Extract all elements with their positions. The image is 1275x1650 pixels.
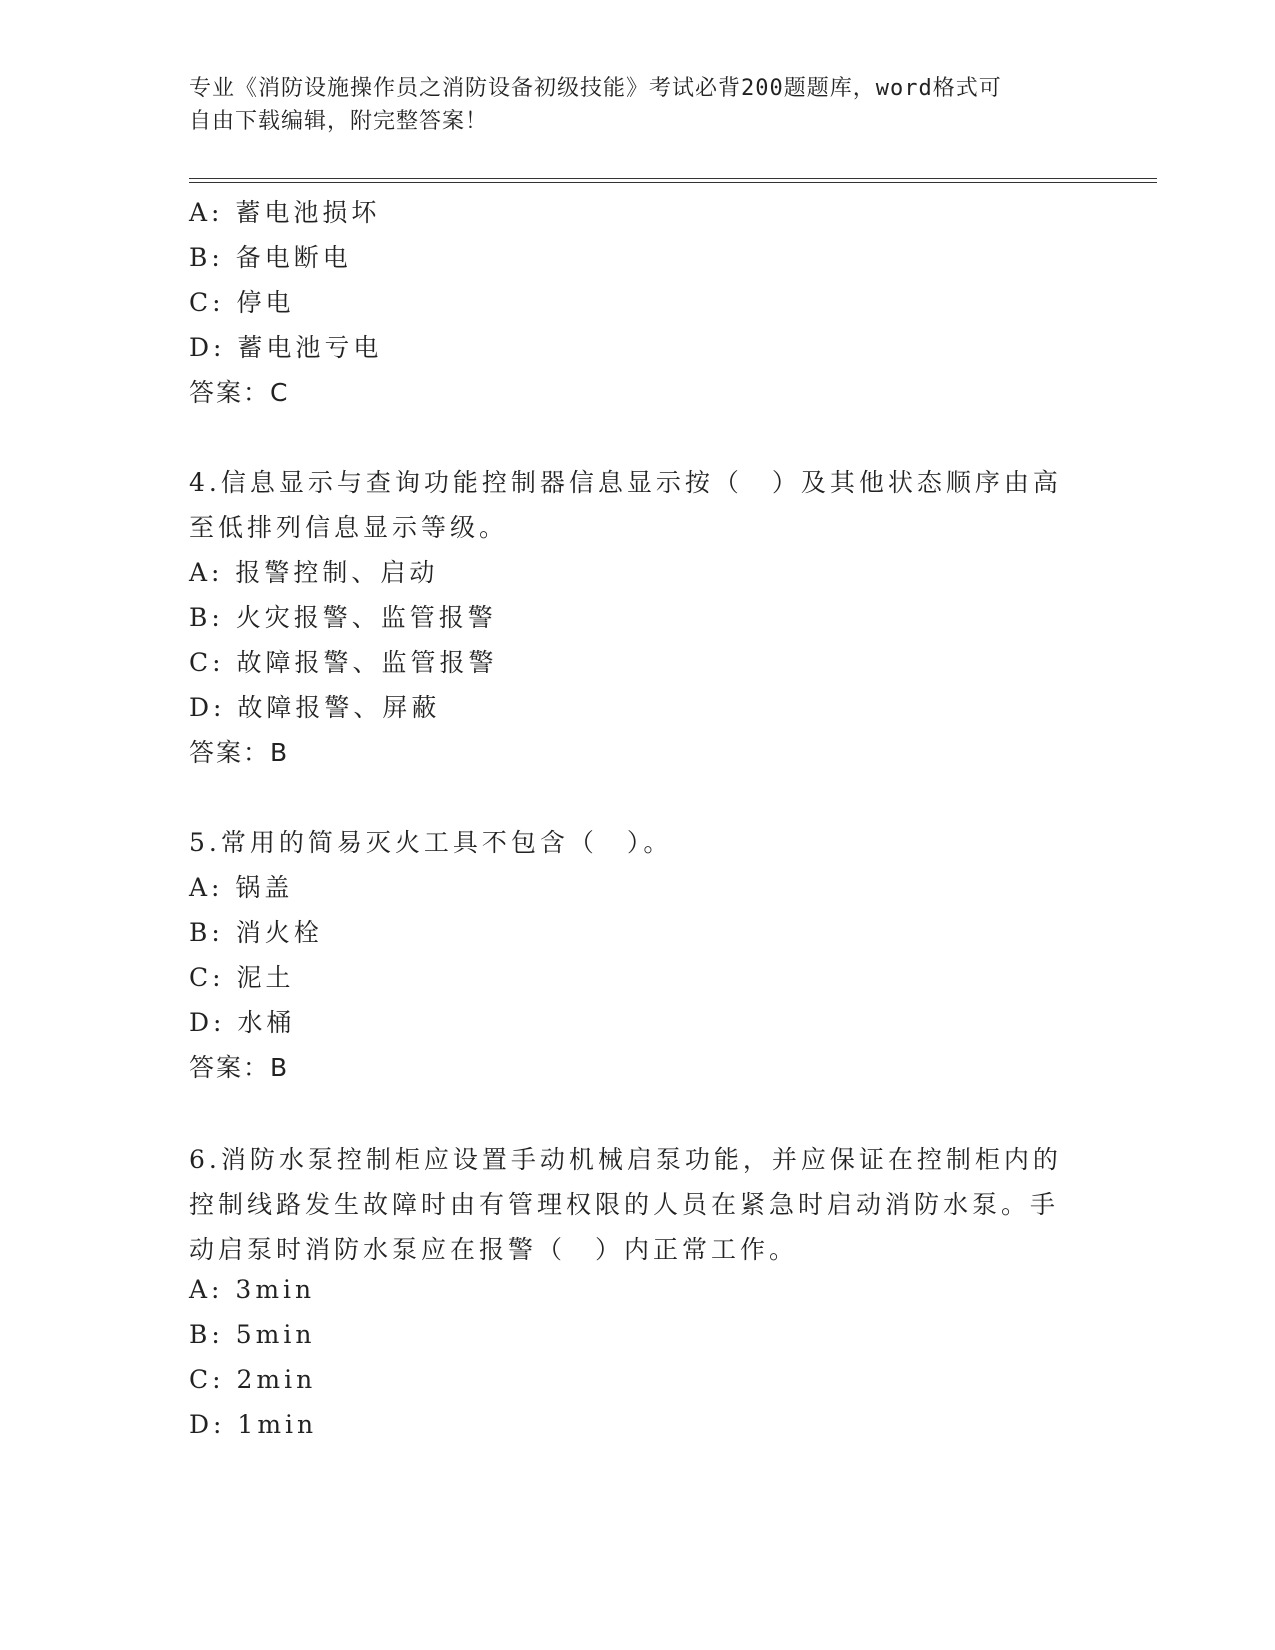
header-divider-top [189,178,1157,179]
q4-option-d: D: 故障报警、屏蔽 [189,693,441,722]
q6-stem-line-1: 6.消防水泵控制柜应设置手动机械启泵功能，并应保证在控制柜内的 [189,1145,1062,1174]
q5-option-b: B: 消火栓 [189,918,323,947]
q6-option-a: A: 3min [189,1275,316,1304]
q4-answer: 答案：B [189,738,290,767]
q6-option-c: C: 2min [189,1365,317,1394]
q5-option-c: C: 泥土 [189,963,295,992]
q4-option-b: B: 火灾报警、监管报警 [189,603,497,632]
q6-stem-line-2: 控制线路发生故障时由有管理权限的人员在紧急时启动消防水泵。手 [189,1190,1060,1219]
q3-answer: 答案：C [189,378,290,407]
q5-stem-line-1: 5.常用的简易灭火工具不包含（ ）。 [189,828,673,857]
q4-stem-line-1: 4.信息显示与查询功能控制器信息显示按（ ）及其他状态顺序由高 [189,468,1062,497]
document-header [189,72,1069,138]
header-line-1: 专业《消防设施操作员之消防设备初级技能》考试必背200题题库，word格式可 [189,76,1002,101]
q3-option-c: C: 停电 [189,288,295,317]
q4-option-c: C: 故障报警、监管报警 [189,648,498,677]
q6-stem-line-3: 动启泵时消防水泵应在报警（ ）内正常工作。 [189,1235,799,1264]
q5-option-d: D: 水桶 [189,1008,296,1037]
q6-option-b: B: 5min [189,1320,316,1349]
q4-stem-line-2: 至低排列信息显示等级。 [189,513,509,542]
q5-option-a: A: 锅盖 [189,873,294,902]
q4-option-a: A: 报警控制、启动 [189,558,439,587]
q3-option-a: A: 蓄电池损坏 [189,198,381,227]
q3-option-b: B: 备电断电 [189,243,352,272]
header-divider-bottom [189,182,1157,183]
header-line-2: 自由下载编辑，附完整答案！ [189,109,489,134]
q6-option-d: D: 1min [189,1410,318,1439]
q3-option-d: D: 蓄电池亏电 [189,333,383,362]
q5-answer: 答案：B [189,1053,290,1082]
